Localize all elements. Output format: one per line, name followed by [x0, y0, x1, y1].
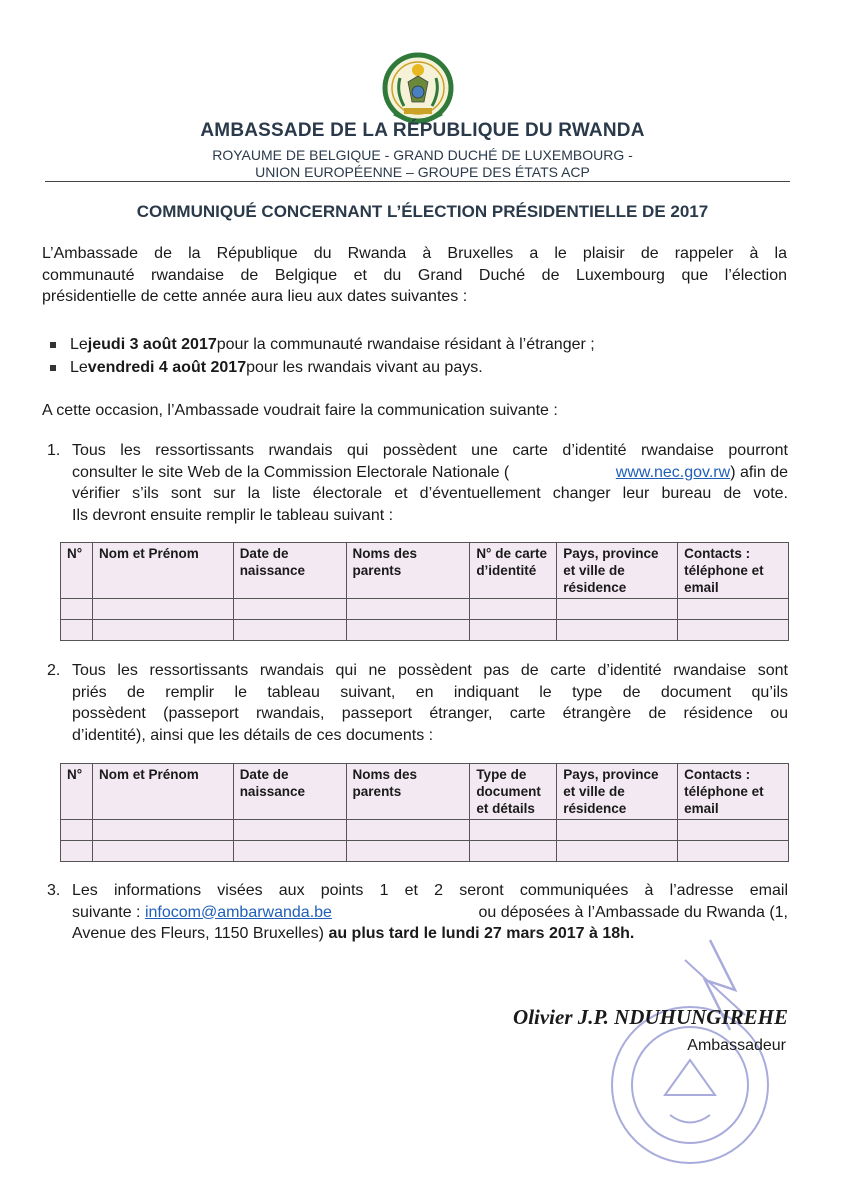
column-header: Pays, province et ville de résidence — [557, 764, 678, 820]
table-cell[interactable] — [92, 599, 233, 620]
table-cell[interactable] — [346, 599, 470, 620]
column-header: Noms des parents — [346, 764, 470, 820]
table-cell[interactable] — [470, 841, 557, 862]
table-cell[interactable] — [61, 620, 93, 641]
table-cell[interactable] — [346, 841, 470, 862]
item-3-text: ou déposées à l’Ambassade du Rwanda (1, — [478, 903, 788, 921]
column-header: Date de naissance — [233, 543, 346, 599]
table-cell[interactable] — [470, 620, 557, 641]
rwanda-emblem-icon — [380, 48, 456, 128]
item-1-line-4: Ils devront ensuite remplir le tableau suivant : — [72, 506, 394, 524]
item-3-text: Avenue des Fleurs, 1150 Bruxelles) — [72, 925, 329, 942]
table-cell[interactable] — [557, 820, 678, 841]
table-cell[interactable] — [678, 599, 789, 620]
table-row — [61, 820, 789, 841]
table-cell[interactable] — [92, 620, 233, 641]
occasion-text: A cette occasion, l’Ambassade voudrait faire la communication suivante : — [42, 402, 558, 419]
table-cell[interactable] — [61, 841, 93, 862]
item-1-line-1: Tous les ressortissants rwandais qui possèdent une carte d’identité rwandaise pourront — [72, 442, 788, 459]
election-dates-list — [50, 333, 595, 379]
table-cell[interactable] — [678, 841, 789, 862]
item-1-text: ) afin de — [730, 463, 788, 481]
bullet-text: Le — [70, 358, 88, 376]
intro-line-2: communauté rwandaise de Belgique et du Grand Duché de Luxembourg que l’élection — [42, 266, 787, 284]
item-2-number: 2. — [47, 662, 61, 679]
item-1-line-2 — [72, 462, 788, 484]
column-header: Contacts : téléphone et email — [678, 543, 789, 599]
intro-line-1: L’Ambassade de la République du Rwanda à Bruxelles a le plaisir de rappeler à la — [42, 245, 787, 262]
column-header: Date de naissance — [233, 764, 346, 820]
column-header: Nom et Prénom — [92, 764, 233, 820]
table-cell[interactable] — [678, 820, 789, 841]
table-cell[interactable] — [92, 820, 233, 841]
column-header: N° de carte d’identité — [470, 543, 557, 599]
list-item — [50, 333, 595, 356]
table-row — [61, 599, 789, 620]
table-cell[interactable] — [557, 620, 678, 641]
signatory-title: Ambassadeur — [687, 1037, 786, 1054]
registration-table-1 — [60, 542, 789, 641]
signatory-name: Olivier J.P. NDUHUNGIREHE — [513, 1005, 788, 1029]
item-3-number: 3. — [47, 882, 61, 899]
deadline-text: au plus tard le lundi 27 mars 2017 à 18h. — [328, 925, 635, 942]
table-cell[interactable] — [233, 599, 346, 620]
bullet-date: vendredi 4 août 2017 — [87, 358, 247, 376]
table-cell[interactable] — [346, 820, 470, 841]
item-3-paragraph — [72, 880, 788, 945]
bullet-text: pour les rwandais vivant au pays. — [246, 358, 483, 376]
embassy-subtitle-1: ROYAUME DE BELGIQUE - GRAND DUCHÉ DE LUXEMBOURG - — [212, 147, 633, 163]
nec-website-link[interactable]: www.nec.gov.rw — [615, 463, 731, 481]
list-item — [50, 356, 595, 379]
embassy-subtitle-2: UNION EUROPÉENNE – GROUPE DES ÉTATS ACP — [255, 164, 590, 180]
column-header: Contacts : téléphone et email — [678, 764, 789, 820]
bullet-text: pour la communauté rwandaise résidant à l’étranger ; — [216, 335, 595, 353]
column-header: Pays, province et ville de résidence — [557, 543, 678, 599]
table-cell[interactable] — [92, 841, 233, 862]
table-header-row — [61, 543, 789, 599]
column-header: N° — [61, 764, 93, 820]
bullet-date: jeudi 3 août 2017 — [87, 335, 217, 353]
table-cell[interactable] — [557, 599, 678, 620]
item-2-line-1: Tous les ressortissants rwandais qui ne possèdent pas de carte d’identité rwandaise sont — [72, 662, 788, 679]
column-header: N° — [61, 543, 93, 599]
table-cell[interactable] — [233, 841, 346, 862]
bullet-text: Le — [70, 335, 88, 353]
item-3-line-1: Les informations visées aux points 1 et 2 seront communiquées à l’adresse email — [72, 882, 788, 899]
registration-table-2 — [60, 763, 789, 862]
communique-title: COMMUNIQUÉ CONCERNANT L’ÉLECTION PRÉSIDENTIELLE DE 2017 — [136, 202, 709, 221]
item-3-line-2 — [72, 902, 788, 924]
table-cell[interactable] — [557, 841, 678, 862]
item-3-line-3 — [72, 923, 788, 945]
table-row — [61, 841, 789, 862]
column-header: Noms des parents — [346, 543, 470, 599]
column-header: Nom et Prénom — [92, 543, 233, 599]
table-cell[interactable] — [233, 620, 346, 641]
bullet-icon — [50, 365, 56, 371]
table-row — [61, 620, 789, 641]
intro-paragraph — [42, 243, 787, 308]
item-2-paragraph — [72, 660, 788, 746]
intro-line-3: présidentielle de cette année aura lieu aux dates suivantes : — [42, 288, 468, 305]
table-cell[interactable] — [61, 599, 93, 620]
column-header: Type de document et détails — [470, 764, 557, 820]
item-1-number: 1. — [47, 442, 61, 459]
item-1-paragraph — [72, 440, 788, 526]
table-header-row — [61, 764, 789, 820]
header-divider — [45, 181, 790, 182]
item-2-line-2: priés de remplir le tableau suivant, en indiquant le type de document qu’ils — [72, 683, 788, 701]
item-2-line-4: d’identité), ainsi que les détails de ces documents : — [72, 726, 434, 744]
item-3-text: suivante : — [72, 903, 145, 921]
item-2-line-3: possèdent (passeport rwandais, passeport étranger, carte étrangère de résidence ou — [72, 705, 788, 722]
table-cell[interactable] — [678, 620, 789, 641]
item-1-line-3: vérifier s’ils sont sur la liste électorale et d’éventuellement changer leur bureau de vote. — [72, 485, 788, 502]
table-cell[interactable] — [61, 820, 93, 841]
table-cell[interactable] — [470, 820, 557, 841]
item-1-text: consulter le site Web de la Commission Electorale Nationale ( — [72, 463, 510, 481]
table-cell[interactable] — [346, 620, 470, 641]
table-cell[interactable] — [233, 820, 346, 841]
infocom-email-link[interactable]: infocom@ambarwanda.be — [144, 903, 332, 921]
bullet-icon — [50, 342, 56, 348]
table-cell[interactable] — [470, 599, 557, 620]
embassy-name: AMBASSADE DE LA RÉPUBLIQUE DU RWANDA — [200, 120, 645, 141]
